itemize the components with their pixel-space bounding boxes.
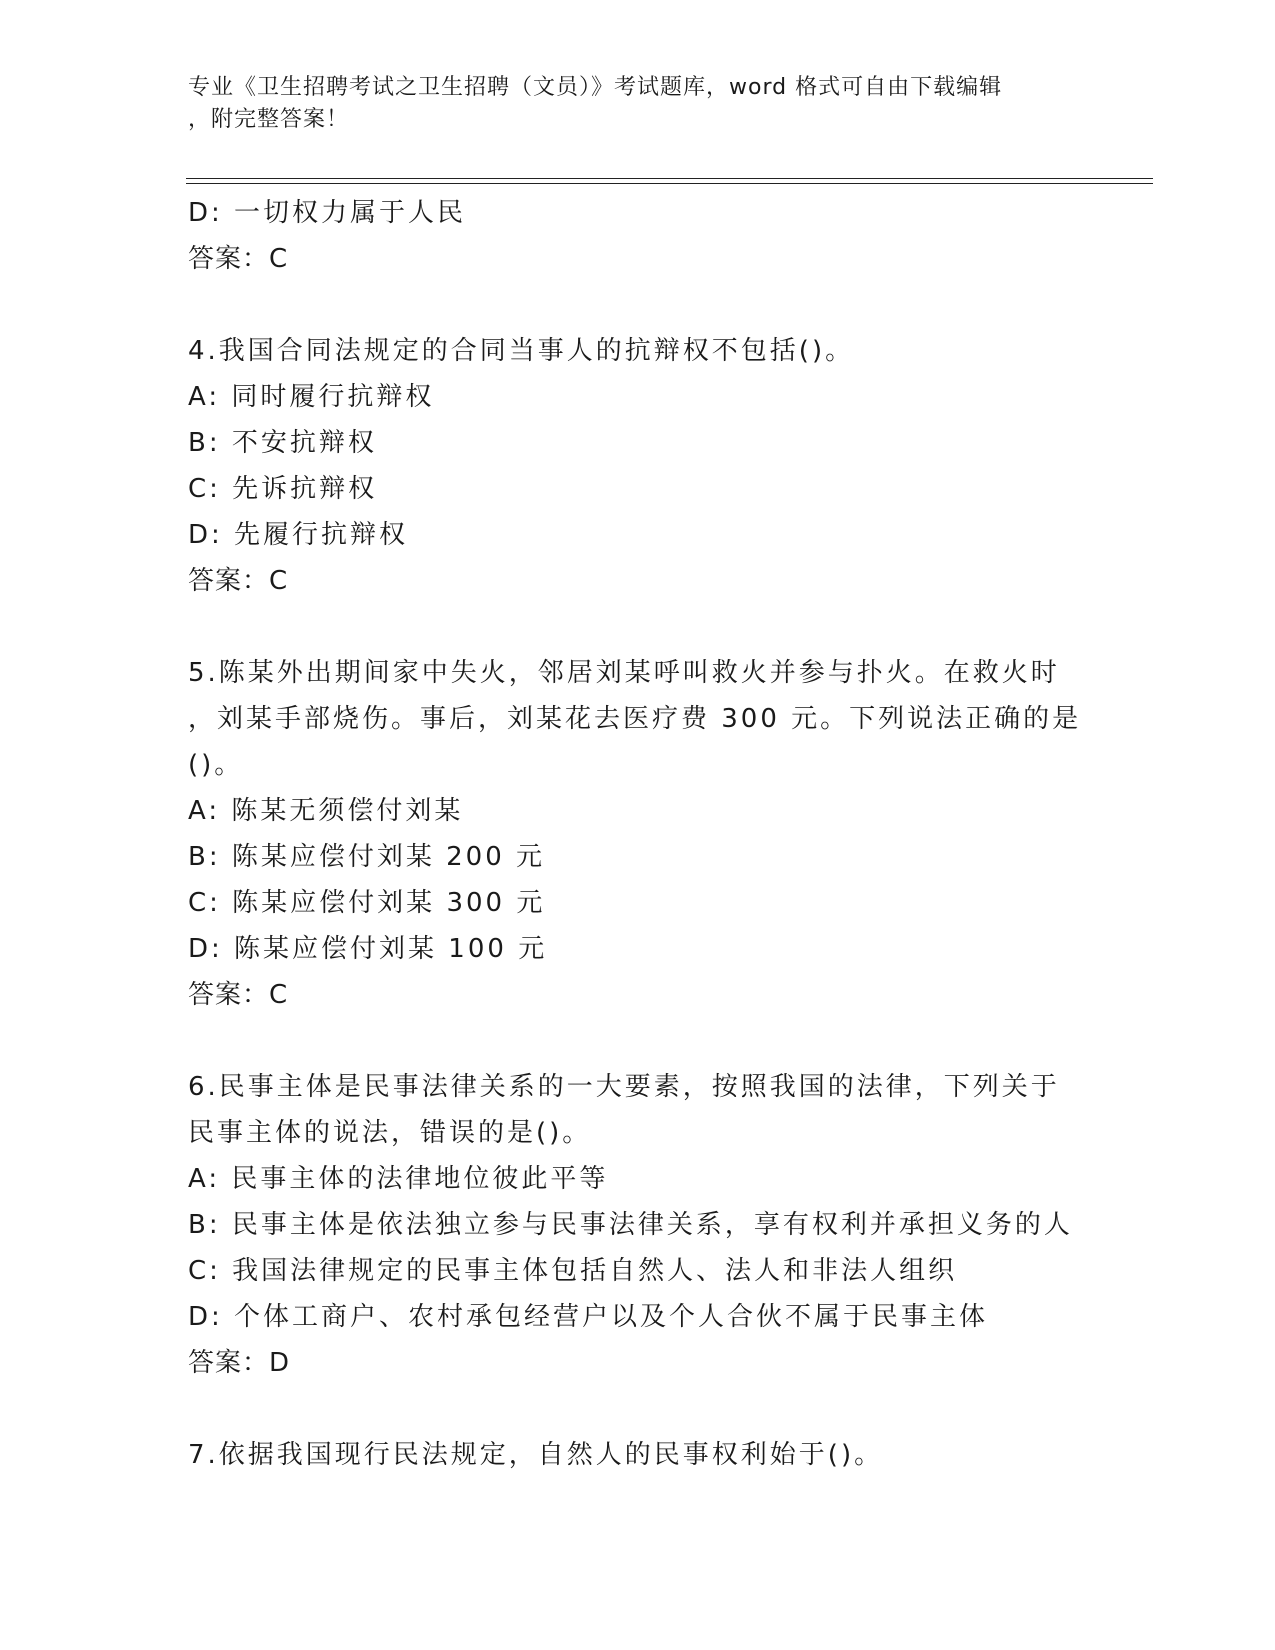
- option-d: D: 个体工商户、农村承包经营户以及个人合伙不属于民事主体: [188, 1302, 989, 1332]
- question-text: ()。: [188, 750, 244, 780]
- header-divider-top: [186, 178, 1153, 179]
- option-a: A: 民事主体的法律地位彼此平等: [188, 1164, 609, 1194]
- header-line-1: 专业《卫生招聘考试之卫生招聘（文员）》考试题库，word 格式可自由下载编辑: [188, 75, 1003, 100]
- question-text: 4.我国合同法规定的合同当事人的抗辩权不包括()。: [188, 336, 855, 366]
- question-block: [188, 328, 1088, 604]
- question-block: [188, 650, 1088, 1018]
- question-text: 5.陈某外出期间家中失火，邻居刘某呼叫救火并参与扑火。在救火时: [188, 658, 1060, 688]
- option-d: D: 先履行抗辩权: [188, 520, 409, 550]
- answer-line: 答案：C: [188, 980, 289, 1010]
- option-c: C: 我国法律规定的民事主体包括自然人、法人和非法人组织: [188, 1256, 958, 1286]
- option-b: B: 陈某应偿付刘某 200 元: [188, 842, 546, 872]
- question-text: 7.依据我国现行民法规定，自然人的民事权利始于()。: [188, 1440, 884, 1470]
- header-line-2: ，附完整答案！: [188, 107, 350, 132]
- option-a: A: 同时履行抗辩权: [188, 382, 435, 412]
- answer-line: 答案：D: [188, 1348, 291, 1378]
- answer-line: 答案：C: [188, 566, 289, 596]
- option-c: C: 陈某应偿付刘某 300 元: [188, 888, 546, 918]
- option-b: B: 不安抗辩权: [188, 428, 377, 458]
- header-divider-bottom: [186, 183, 1153, 184]
- question-text: ，刘某手部烧伤。事后，刘某花去医疗费 300 元。下列说法正确的是: [188, 704, 1082, 734]
- question-text: 民事主体的说法，错误的是()。: [188, 1118, 592, 1148]
- document-header: [188, 72, 1068, 136]
- option-a: A: 陈某无须偿付刘某: [188, 796, 464, 826]
- question-text: 6.民事主体是民事法律关系的一大要素，按照我国的法律，下列关于: [188, 1072, 1060, 1102]
- option-c: C: 先诉抗辩权: [188, 474, 378, 504]
- answer-line: 答案：C: [188, 244, 289, 274]
- question-list: [188, 190, 1088, 1478]
- question-block: [188, 1432, 1088, 1478]
- option-b: B: 民事主体是依法独立参与民事法律关系，享有权利并承担义务的人: [188, 1210, 1073, 1240]
- option-d: D: 一切权力属于人民: [188, 198, 467, 228]
- question-block: [188, 1064, 1088, 1386]
- option-d: D: 陈某应偿付刘某 100 元: [188, 934, 548, 964]
